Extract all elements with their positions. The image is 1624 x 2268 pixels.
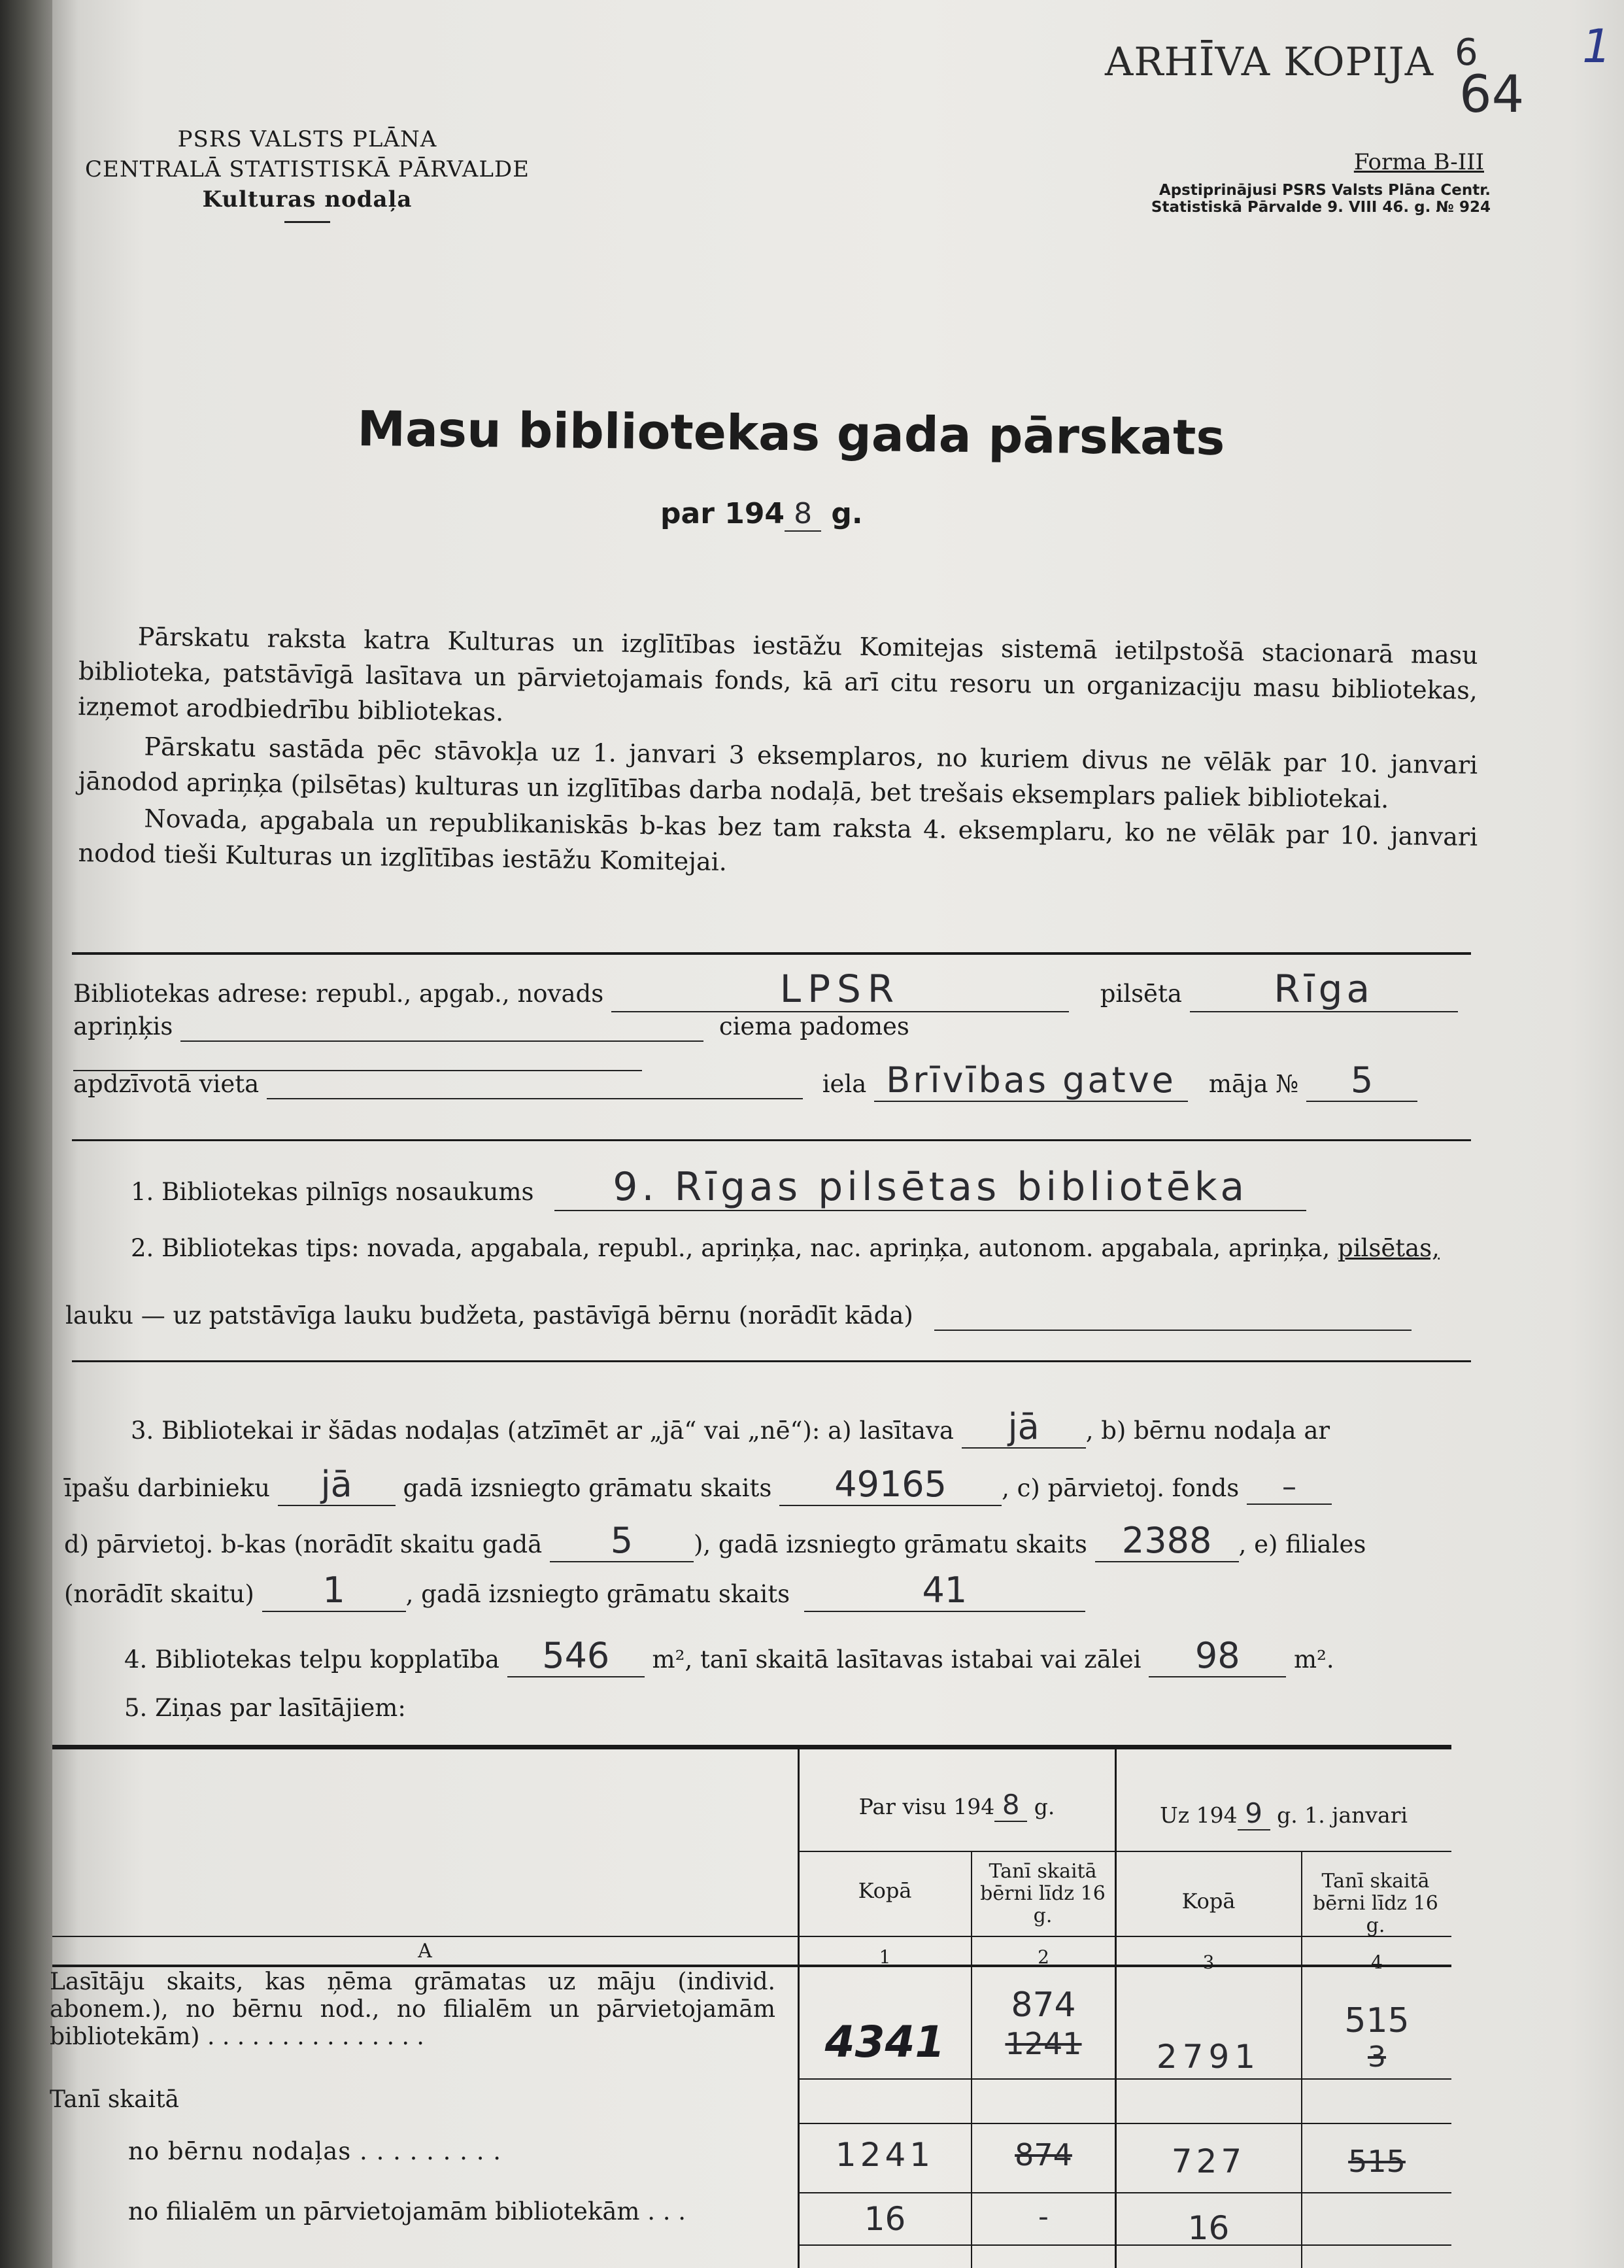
- row-4-col-3: 16: [1187, 2209, 1230, 2247]
- page-title: Masu bibliotekas gada pārskats: [357, 401, 1225, 466]
- q4-text-2: m², tanī skaitā lasītavas istabai vai zālei: [652, 1645, 1142, 1674]
- q3-text-1: 3. Bibliotekai ir šādas nodaļas (atzīmēt ar „jā“ vai „nē“): a) lasītava: [131, 1417, 954, 1445]
- city-value: Rīga: [1190, 967, 1458, 1012]
- question-3-line-4: [64, 1570, 1483, 1612]
- q1-value: 9. Rīgas pilsētas bibliotēka: [554, 1164, 1306, 1211]
- instruction-2-text: Pārskatu sastāda pēc stāvokļa uz 1. janvari 3 eksemplaros, no kuriem divus ne vēlāk par 10. janvari jānodod apriņķa (pilsētas) kulturas un izglītības darba nodaļā, bet trešais eksemplars paliek bibliotekai.: [78, 732, 1478, 814]
- col-label-3: 3: [1202, 1951, 1215, 1973]
- q4-text-1: 4. Bibliotekas telpu kopplatība: [124, 1645, 499, 1674]
- form-approval-1: Apstiprinājusi PSRS Valsts Plāna Centr.: [1159, 182, 1491, 199]
- row-4-col-2: -: [1038, 2200, 1049, 2233]
- mobile-books-value: 2388: [1095, 1520, 1239, 1562]
- question-1: [131, 1164, 1478, 1216]
- head-year-2-digit: 9: [1238, 1797, 1270, 1830]
- org-line-2: CENTRALĀ STATISTISKĀ PĀRVALDE: [85, 156, 530, 182]
- house-label: māja №: [1208, 1070, 1299, 1098]
- corner-mark: 1: [1582, 20, 1612, 73]
- row-1-label: Lasītāju skaits, kas ņēma grāmatas uz māju (individ. abonem.), no bērnu nod., no filialēm un pārvietojamām bibliotekām) . . . . . . . . . . . . . . .: [50, 1968, 775, 2050]
- address-label: Bibliotekas adrese: republ., apgab., novads: [73, 980, 604, 1008]
- instruction-3-text: Novada, apgabala un republikaniskās b-kas bez tam raksta 4. eksemplaru, ko ne vēlāk par 10. janvari nodod tieši Kulturas un izglītības iestāžu Komitejai.: [78, 804, 1478, 876]
- district-blank: [180, 1012, 703, 1042]
- form-approval-2: Statistiskā Pārvalde 9. VIII 46. g. № 924: [1151, 199, 1491, 216]
- row-1-col-4-struck: 3: [1368, 2040, 1386, 2074]
- address-row-3: [73, 1059, 1479, 1105]
- col-label-1: 1: [879, 1946, 891, 1968]
- house-value: 5: [1306, 1059, 1417, 1102]
- head-year-1-digit: 8: [994, 1789, 1027, 1822]
- question-3-line-3: [64, 1520, 1483, 1562]
- instruction-paragraph-1: [78, 618, 1478, 744]
- row-4-col-1: 16: [864, 2200, 906, 2238]
- district-label: apriņķis: [73, 1012, 173, 1040]
- q3-text-6: d) pārvietoj. b-kas (norādīt skaitu gadā: [64, 1530, 543, 1558]
- section-divider-3: [72, 1360, 1471, 1362]
- archive-stamp: [1105, 39, 1434, 85]
- council-label: ciema padomes: [719, 1012, 909, 1040]
- q3-text-10: , gadā izsniegto grāmatu skaits: [405, 1580, 790, 1608]
- row-1-col-2-struck: 1241: [1005, 2026, 1082, 2061]
- row-3-col-1: 1241: [835, 2136, 935, 2174]
- archive-stamp-text: ARHĪVA KOPIJA: [1105, 39, 1434, 85]
- head-year-1-prefix: Par visu 194: [858, 1794, 995, 1819]
- branch-books-value: 41: [804, 1570, 1085, 1612]
- q3-text-5: , c) pārvietoj. fonds: [1002, 1474, 1240, 1502]
- row-1-col-4-top: 515: [1344, 2001, 1410, 2040]
- row-1-col-1: 4341: [824, 2017, 945, 2067]
- col-label-4: 4: [1371, 1951, 1383, 1973]
- row-1-col-2-top: 874: [1011, 1985, 1076, 2025]
- q2-label-b: pilsētas,: [1338, 1234, 1440, 1262]
- head-year-1-suffix: g.: [1034, 1794, 1055, 1819]
- col-children-2: Tanī skaitā bērni līdz 16 g.: [1313, 1870, 1438, 1937]
- question-2: [131, 1229, 1491, 1267]
- table-top-rule: [52, 1745, 1451, 1749]
- col-children-1: Tanī skaitā bērni līdz 16 g.: [980, 1860, 1106, 1927]
- settlement-label: apdzīvotā vieta: [73, 1070, 260, 1098]
- question-4: [124, 1635, 1497, 1677]
- col-total-1: Kopā: [858, 1878, 912, 1903]
- org-line-1: PSRS VALSTS PLĀNA: [177, 126, 437, 152]
- head-year-1: [799, 1789, 1115, 1822]
- row-1-col-3: 2791: [1156, 2038, 1261, 2076]
- question-5: 5. Ziņas par lasītājiem:: [124, 1694, 406, 1722]
- q3-text-7: ), gadā izsniegto grāmatu skaits: [693, 1530, 1087, 1558]
- q2-label-c: lauku — uz patstāvīga lauku budžeta, pastāvīgā bērnu (norādīt kāda): [65, 1301, 913, 1330]
- report-year: [660, 497, 863, 532]
- section-divider-1: [72, 952, 1471, 955]
- table-head-rule-2: [52, 1936, 1451, 1937]
- q4-text-3: m².: [1293, 1645, 1334, 1674]
- mobile-libs-value: 5: [550, 1520, 694, 1562]
- table-row-rule-1: [799, 2078, 1451, 2080]
- head-year-2: [1116, 1797, 1451, 1830]
- q3-text-3: īpašu darbinieku: [64, 1474, 270, 1502]
- form-reference: [1125, 149, 1491, 216]
- street-label: iela: [822, 1070, 867, 1098]
- q3-text-4: gadā izsniegto grāmatu skaits: [403, 1474, 772, 1502]
- address-row-2: [73, 1012, 1479, 1049]
- table-row-rule-2: [799, 2123, 1451, 2124]
- children-dept-value: jā: [278, 1464, 396, 1506]
- question-2-cont: [65, 1301, 1478, 1331]
- form-name: Forma B-III: [1353, 149, 1484, 175]
- reading-area-value: 98: [1149, 1635, 1286, 1677]
- table-head-rule-1: [799, 1851, 1451, 1852]
- row-3-col-2: 874: [1015, 2137, 1072, 2173]
- reading-room-value: jā: [962, 1406, 1086, 1449]
- row-3-col-4: 515: [1348, 2144, 1406, 2179]
- org-divider: [284, 221, 330, 223]
- children-books-value: 49165: [779, 1464, 1002, 1506]
- table-col-divider-a: [798, 1749, 800, 2268]
- table-row-rule-3: [799, 2192, 1451, 2193]
- year-digit: 8: [785, 497, 821, 532]
- question-3-line-1: [131, 1406, 1491, 1449]
- org-line-3: Kulturas nodaļa: [202, 186, 413, 213]
- year-prefix: par 194: [660, 497, 785, 530]
- year-suffix: g.: [831, 497, 863, 530]
- q1-label: 1. Bibliotekas pilnīgs nosaukums: [131, 1178, 534, 1206]
- org-header: [85, 124, 530, 223]
- region-value: LPSR: [611, 967, 1069, 1012]
- head-year-2-suffix: g. 1. janvari: [1277, 1802, 1408, 1828]
- settlement-blank: [267, 1070, 803, 1099]
- question-3-line-2: [64, 1464, 1483, 1506]
- row-4-label: no filialēm un pārvietojamām bibliotekām . . .: [128, 2197, 686, 2225]
- col-label-2: 2: [1038, 1946, 1049, 1968]
- col-total-2: Kopā: [1181, 1889, 1236, 1914]
- q3-text-8: , e) filiales: [1238, 1530, 1366, 1558]
- mobile-fund-value: –: [1247, 1470, 1332, 1505]
- address-row-1: [73, 967, 1479, 1012]
- row-3-label: no bērnu nodaļas . . . . . . . . .: [128, 2137, 501, 2165]
- q3-text-2: , b) bērnu nodaļa ar: [1085, 1417, 1330, 1445]
- sheet-number-top: 6: [1455, 31, 1478, 74]
- street-value: Brīvības gatve: [874, 1059, 1188, 1102]
- sheet-number: 64: [1459, 65, 1525, 124]
- city-label: pilsēta: [1100, 980, 1182, 1008]
- binding-spine: [0, 0, 52, 2268]
- row-3-col-3: 727: [1171, 2142, 1246, 2180]
- q2-label-a: 2. Bibliotekas tips: novada, apgabala, republ., apriņķa, nac. apriņķa, autonom. apgabala, apriņķa,: [131, 1234, 1330, 1262]
- q2-blank: [934, 1301, 1412, 1331]
- total-area-value: 546: [507, 1635, 645, 1677]
- q3-text-9: (norādīt skaitu): [64, 1580, 254, 1608]
- branches-value: 1: [262, 1570, 406, 1612]
- col-label-a: A: [418, 1940, 432, 1963]
- section-divider-2: [72, 1139, 1471, 1141]
- row-2-label: Tanī skaitā: [50, 2086, 180, 2113]
- head-year-2-prefix: Uz 194: [1159, 1802, 1238, 1828]
- instruction-1-text: Pārskatu raksta katra Kulturas un izglītības iestāžu Komitejas sistemā ietilpstošā stacionarā masu biblioteka, patstāvīgā lasītava un pārvietojamais fonds, kā arī citu resoru un organizaciju masu bibliotekas, izņemot arodbiedrību bibliotekas.: [78, 622, 1478, 727]
